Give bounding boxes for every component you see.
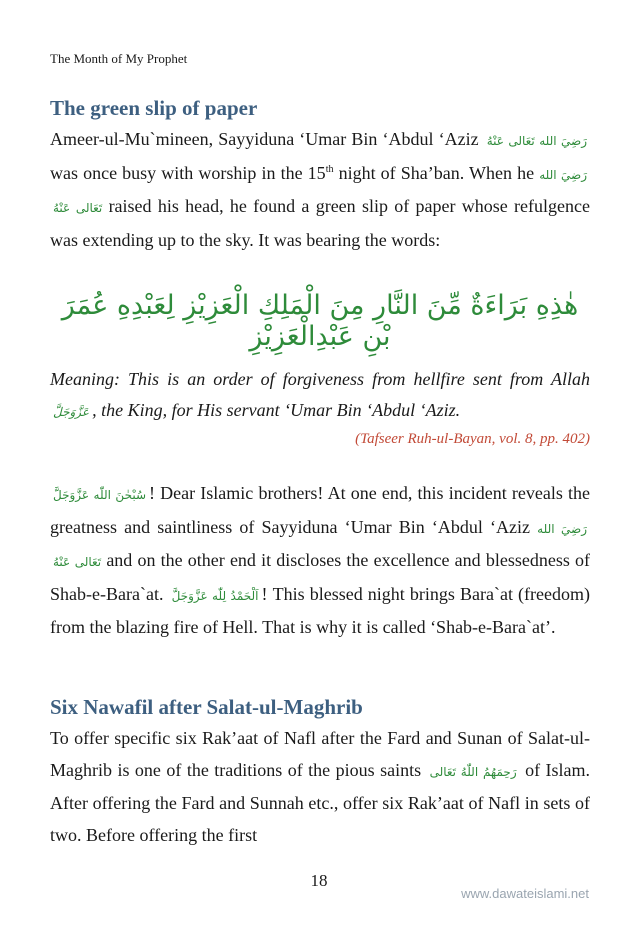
running-head: The Month of My Prophet bbox=[50, 51, 188, 66]
paragraph-green-slip bbox=[50, 124, 590, 256]
text-segment: and on the other end it discloses the excellence and blessedness of Shab-e-Bara`at. bbox=[50, 550, 590, 604]
ordinal-superscript: th bbox=[325, 163, 334, 175]
text-segment: of Islam. After offering the Fard and Sunnah etc., offer six Rak’aat of Nafl in sets of two. Before offering the first bbox=[50, 759, 591, 845]
meaning-paragraph bbox=[50, 364, 590, 428]
honorific-arabic: رَضِيَ الله تَعَالى عَنْهُ bbox=[53, 521, 587, 569]
section-heading-green-slip: The green slip of paper bbox=[50, 96, 258, 120]
honorific-arabic: رَضِيَ الله تَعَالى عَنْهُ bbox=[53, 167, 588, 215]
honorific-arabic: رَضِيَ الله تَعَالى عَنْهُ bbox=[486, 134, 587, 148]
text-segment: night of Sha’ban. When he bbox=[338, 162, 535, 183]
subhanallah-arabic: سُبْحٰنَ اللّٰه عَزَّوَجَلَّ bbox=[53, 488, 146, 502]
text-segment: was once busy with worship in the 15 bbox=[50, 162, 326, 183]
page-number: 18 bbox=[310, 871, 328, 890]
alhamdulillah-arabic: اَلْحَمْدُ لِلّٰه عَزَّوَجَلَّ bbox=[171, 588, 259, 603]
reference-citation: (Tafseer Ruh-ul-Bayan, vol. 8, pp. 402) bbox=[355, 431, 590, 447]
arabic-verse: هٰذِهِ بَرَاءَةٌ مِّنَ النَّارِ مِنَ الْمَلِكِ الْعَزِيْزِ لِعَبْدِهِ عُمَرَ بْنِ عَبْدِالْعَزِيْزِ bbox=[61, 290, 579, 352]
paragraph-islamic-brothers bbox=[50, 478, 590, 644]
text-segment: ! This blessed night brings Bara`at (freedom) from the blazing fire of Hell. That is why it is called ‘Shab-e-Bara`at’. bbox=[50, 583, 591, 637]
text-segment: ! Dear Islamic brothers! At one end, this incident reveals the greatness and saintliness of Sayyiduna ‘Umar Bin ‘Abdul ‘Aziz bbox=[50, 483, 590, 537]
rahmatullah-arabic: رَحِمَهُمُ اللّٰهُ تَعَالى bbox=[429, 764, 517, 779]
paragraph-six-nawafil bbox=[50, 723, 590, 851]
watermark-url: www.dawateislami.net bbox=[461, 886, 589, 901]
text-segment: To offer specific six Rak’aat of Nafl after the Fard and Sunan of Salat-ul-Maghrib is one of the traditions of the pious saints bbox=[50, 728, 590, 780]
text-segment: raised his head, he found a green slip of paper whose refulgence was extending up to the sky. It was bearing the words: bbox=[50, 196, 591, 250]
azza-wa-jalla-arabic: عَزَّوَجَلَّ bbox=[53, 405, 90, 419]
section-heading-six-nawafil: Six Nawafil after Salat-ul-Maghrib bbox=[50, 695, 363, 719]
text-segment: Meaning: This is an order of forgiveness from hellfire sent from Allah bbox=[50, 369, 590, 389]
text-segment: Ameer-ul-Mu`mineen, Sayyiduna ‘Umar Bin ‘Abdul ‘Aziz bbox=[50, 129, 479, 149]
text-segment: , the King, for His servant ‘Umar Bin ‘Abdul ‘Aziz. bbox=[92, 400, 461, 420]
